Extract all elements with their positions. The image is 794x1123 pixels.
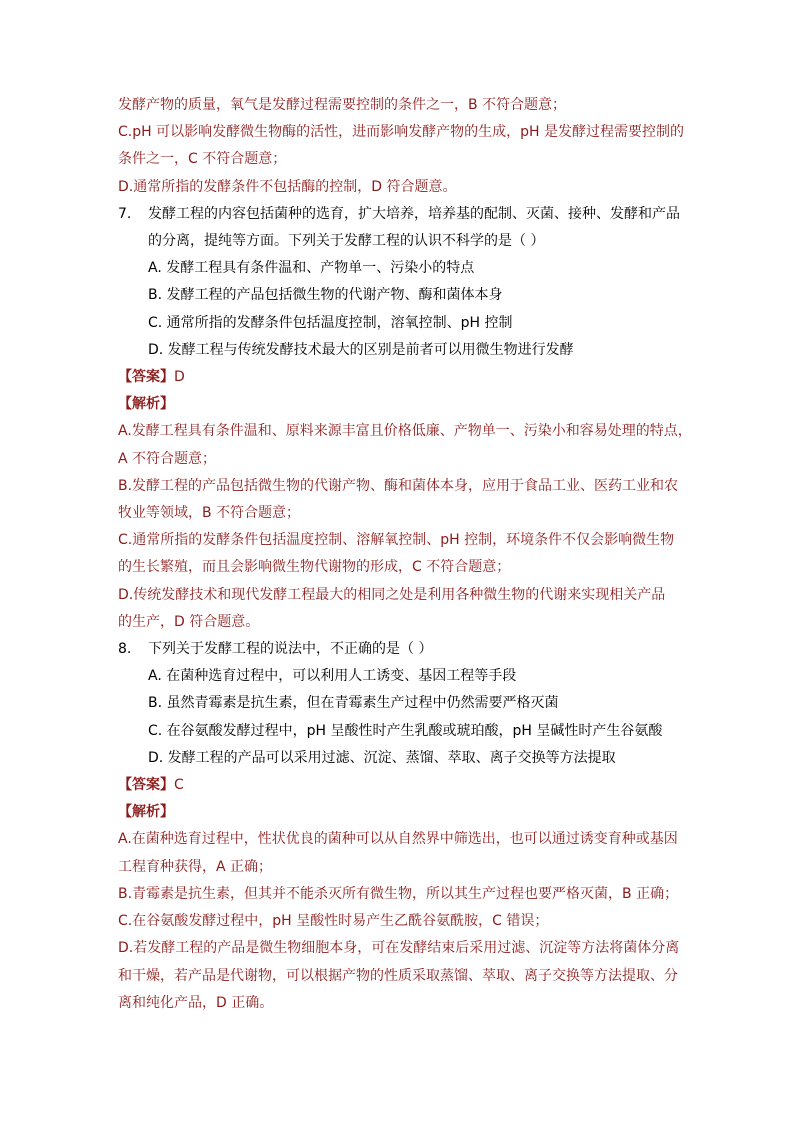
analysis-label: 【解析】 bbox=[118, 804, 174, 821]
option-a: A. 发酵工程具有条件温和、产物单一、污染小的特点 bbox=[148, 260, 475, 277]
question-8 bbox=[118, 636, 686, 1017]
analysis-label: 【解析】 bbox=[118, 396, 174, 413]
option-a: A. 在菌种选育过程中，可以利用人工诱变、基因工程等手段 bbox=[148, 668, 517, 685]
question-number: 8. bbox=[118, 641, 132, 658]
option-b: B. 发酵工程的产品包括微生物的代谢产物、酶和菌体本身 bbox=[148, 287, 503, 304]
answer-line bbox=[118, 772, 686, 799]
option-c: C. 通常所指的发酵条件包括温度控制，溶氧控制、pH 控制 bbox=[148, 314, 513, 331]
answer-label: 【答案】 bbox=[118, 369, 174, 386]
analysis-line: 牧业等领域，B 不符合题意； bbox=[118, 505, 301, 522]
analysis-line: 工程育种获得，A 正确； bbox=[118, 858, 273, 875]
analysis-line: A.在菌种选育过程中，性状优良的菌种可以从自然界中筛选出，也可以通过诱变育种或基因 bbox=[118, 831, 678, 848]
intro-line: D.通常所指的发酵条件不包括酶的控制，D 符合题意。 bbox=[118, 178, 457, 195]
question-stem bbox=[118, 201, 686, 228]
intro-section bbox=[118, 92, 686, 201]
analysis-line: B.青霉素是抗生素，但其并不能杀灭所有微生物，所以其生产过程也要严格灭菌，B 正确； bbox=[118, 885, 679, 902]
intro-line: C.pH 可以影响发酵微生物酶的活性，进而影响发酵产物的生成，pH 是发酵过程需要控制的 bbox=[118, 124, 684, 141]
question-stem-text: 下列关于发酵工程的说法中，不正确的是（ ） bbox=[148, 641, 433, 658]
analysis-line: C.在谷氨酸发酵过程中，pH 呈酸性时易产生乙酰谷氨酰胺，C 错误； bbox=[118, 913, 549, 930]
question-stem-text: 发酵工程的内容包括菌种的选育，扩大培养，培养基的配制、灭菌、接种、发酵和产品 bbox=[148, 205, 680, 222]
answer-value: D bbox=[174, 369, 185, 386]
option-c: C. 在谷氨酸发酵过程中，pH 呈酸性时产生乳酸或琥珀酸，pH 呈碱性时产生谷氨酸 bbox=[148, 722, 663, 739]
option-b: B. 虽然青霉素是抗生素，但在青霉素生产过程中仍然需要严格灭菌 bbox=[148, 695, 559, 712]
answer-line bbox=[118, 364, 686, 391]
question-stem bbox=[118, 636, 686, 663]
analysis-line: B.发酵工程的产品包括微生物的代谢产物、酶和菌体本身，应用于食品工业、医药工业和农 bbox=[118, 477, 679, 494]
option-d: D. 发酵工程与传统发酵技术最大的区别是前者可以用微生物进行发酵 bbox=[148, 341, 574, 358]
question-stem-text: 的分离，提纯等方面。下列关于发酵工程的认识不科学的是（ ） bbox=[148, 233, 545, 250]
option-d: D. 发酵工程的产品可以采用过滤、沉淀、蒸馏、萃取、离子交换等方法提取 bbox=[148, 749, 616, 766]
analysis-line: A.发酵工程具有条件温和、原料来源丰富且价格低廉、产物单一、污染小和容易处理的特点， bbox=[118, 423, 692, 440]
analysis-line: 的生长繁殖，而且会影响微生物代谢物的形成，C 不符合题意； bbox=[118, 559, 511, 576]
analysis-line: 和干燥，若产品是代谢物，可以根据产物的性质采取蒸馏、萃取、离子交换等方法提取、分 bbox=[118, 967, 678, 984]
analysis-line: D.若发酵工程的产品是微生物细胞本身，可在发酵结束后采用过滤、沉淀等方法将菌体分离 bbox=[118, 940, 680, 957]
answer-value: C bbox=[174, 777, 184, 794]
analysis-line: D.传统发酵技术和现代发酵工程最大的相同之处是利用各种微生物的代谢来实现相关产品 bbox=[118, 586, 666, 603]
intro-line: 发酵产物的质量，氧气是发酵过程需要控制的条件之一，B 不符合题意； bbox=[118, 97, 567, 113]
analysis-line: 离和纯化产品，D 正确。 bbox=[118, 994, 274, 1011]
question-number: 7. bbox=[118, 205, 132, 222]
analysis-line: 的生产，D 符合题意。 bbox=[118, 613, 260, 630]
question-7 bbox=[118, 201, 692, 636]
analysis-line: A 不符合题意； bbox=[118, 450, 217, 467]
answer-label: 【答案】 bbox=[118, 777, 174, 794]
intro-line: 条件之一，C 不符合题意； bbox=[118, 151, 287, 168]
analysis-line: C.通常所指的发酵条件包括温度控制、溶解氧控制、pH 控制，环境条件不仅会影响微生物 bbox=[118, 532, 675, 549]
document-page bbox=[118, 92, 692, 1017]
